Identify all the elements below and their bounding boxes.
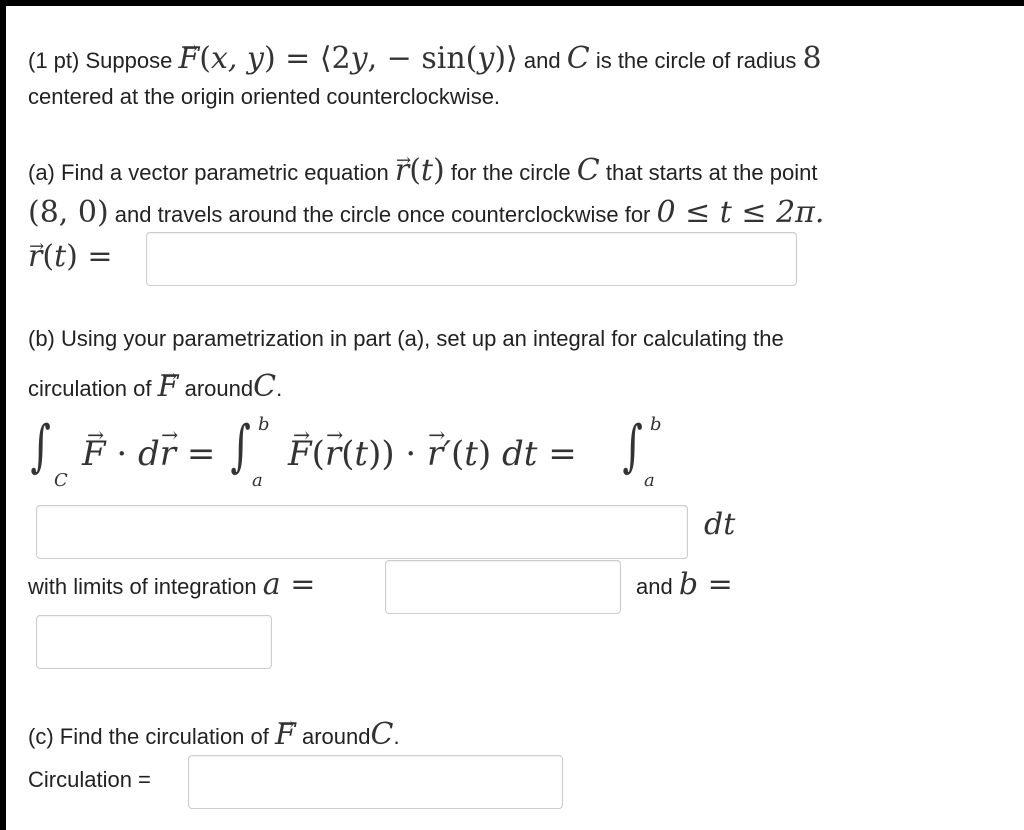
curve-symbol: C <box>253 369 277 404</box>
parameter-range: 0 ≤ t ≤ 2π. <box>656 195 825 230</box>
integral-sign-ab: ∫ <box>230 414 251 479</box>
lower-limit-a: a <box>252 470 263 491</box>
text-and: and <box>523 48 561 73</box>
text-around: around <box>301 724 371 749</box>
integral-sign-ab-2: ∫ <box>622 414 643 479</box>
integral-lhs: → F · d→ r = <box>82 434 215 474</box>
vector-field-expression: → F(x, y) = ⟨2y, − sin(y)⟩ <box>178 41 517 76</box>
circulation-label: Circulation = <box>28 767 151 792</box>
dt-label: dt <box>704 507 736 542</box>
F-vector-symbol: → F <box>275 722 296 748</box>
curve-symbol: C <box>566 41 590 76</box>
a-equals-label: a = <box>262 567 316 602</box>
text-starts-at: that starts at the point <box>605 160 818 185</box>
points-label: (1 pt) Suppose <box>28 48 173 73</box>
circulation-input[interactable] <box>188 755 563 809</box>
upper-limit-b: b <box>258 414 270 435</box>
b-equals-label: b = <box>678 567 733 602</box>
part-a-line-1 <box>28 153 818 188</box>
integral-equation <box>26 414 706 504</box>
r-of-t-answer-label: → r(t) = <box>28 244 113 272</box>
integrand-input[interactable] <box>36 505 688 559</box>
part-a-prompt: (a) Find a vector parametric equation <box>28 160 389 185</box>
period: . <box>276 376 283 401</box>
part-b-line-2 <box>28 369 283 404</box>
and-b-label <box>636 567 733 602</box>
lower-limit-c: C <box>54 470 68 491</box>
text-limits: with limits of integration <box>28 574 257 599</box>
part-b-line-1: (b) Using your parametrization in part (a), set up an integral for calculating the <box>28 326 784 351</box>
upper-limit-b-2: b <box>650 414 662 435</box>
text-circulation-of: circulation of <box>28 376 152 401</box>
text-for-circle: for the circle <box>450 160 571 185</box>
integral-sign-c: ∫ <box>30 414 51 479</box>
text-around: around <box>184 376 254 401</box>
text-circle-radius: is the circle of radius <box>595 48 797 73</box>
lower-limit-a-2: a <box>644 470 655 491</box>
problem-line-1 <box>28 41 822 76</box>
radius-value: 8 <box>802 41 822 76</box>
text-find-circulation: (c) Find the circulation of <box>28 724 269 749</box>
text-and-b: and <box>636 574 673 599</box>
curve-symbol: C <box>576 153 600 188</box>
r-of-t-input[interactable] <box>146 232 797 286</box>
frame-top-border <box>0 0 1024 6</box>
problem-line-2: centered at the origin oriented counterclockwise. <box>28 84 501 109</box>
frame-left-border <box>0 0 6 830</box>
period: . <box>393 724 400 749</box>
upper-limit-b-input[interactable] <box>36 615 272 669</box>
integral-middle: → F(→ r(t)) · → r′(t) dt = <box>288 434 577 474</box>
curve-symbol: C <box>370 717 394 752</box>
part-c-line-1 <box>28 717 400 752</box>
start-point: (8, 0) <box>28 195 109 230</box>
text-travels: and travels around the circle once counterclockwise for <box>114 202 651 227</box>
lower-limit-a-input[interactable] <box>385 560 621 614</box>
F-vector-symbol: → F <box>158 374 179 400</box>
part-a-line-2 <box>28 195 825 230</box>
r-of-t-symbol: → r(t) <box>395 153 445 188</box>
limits-line <box>28 567 316 602</box>
